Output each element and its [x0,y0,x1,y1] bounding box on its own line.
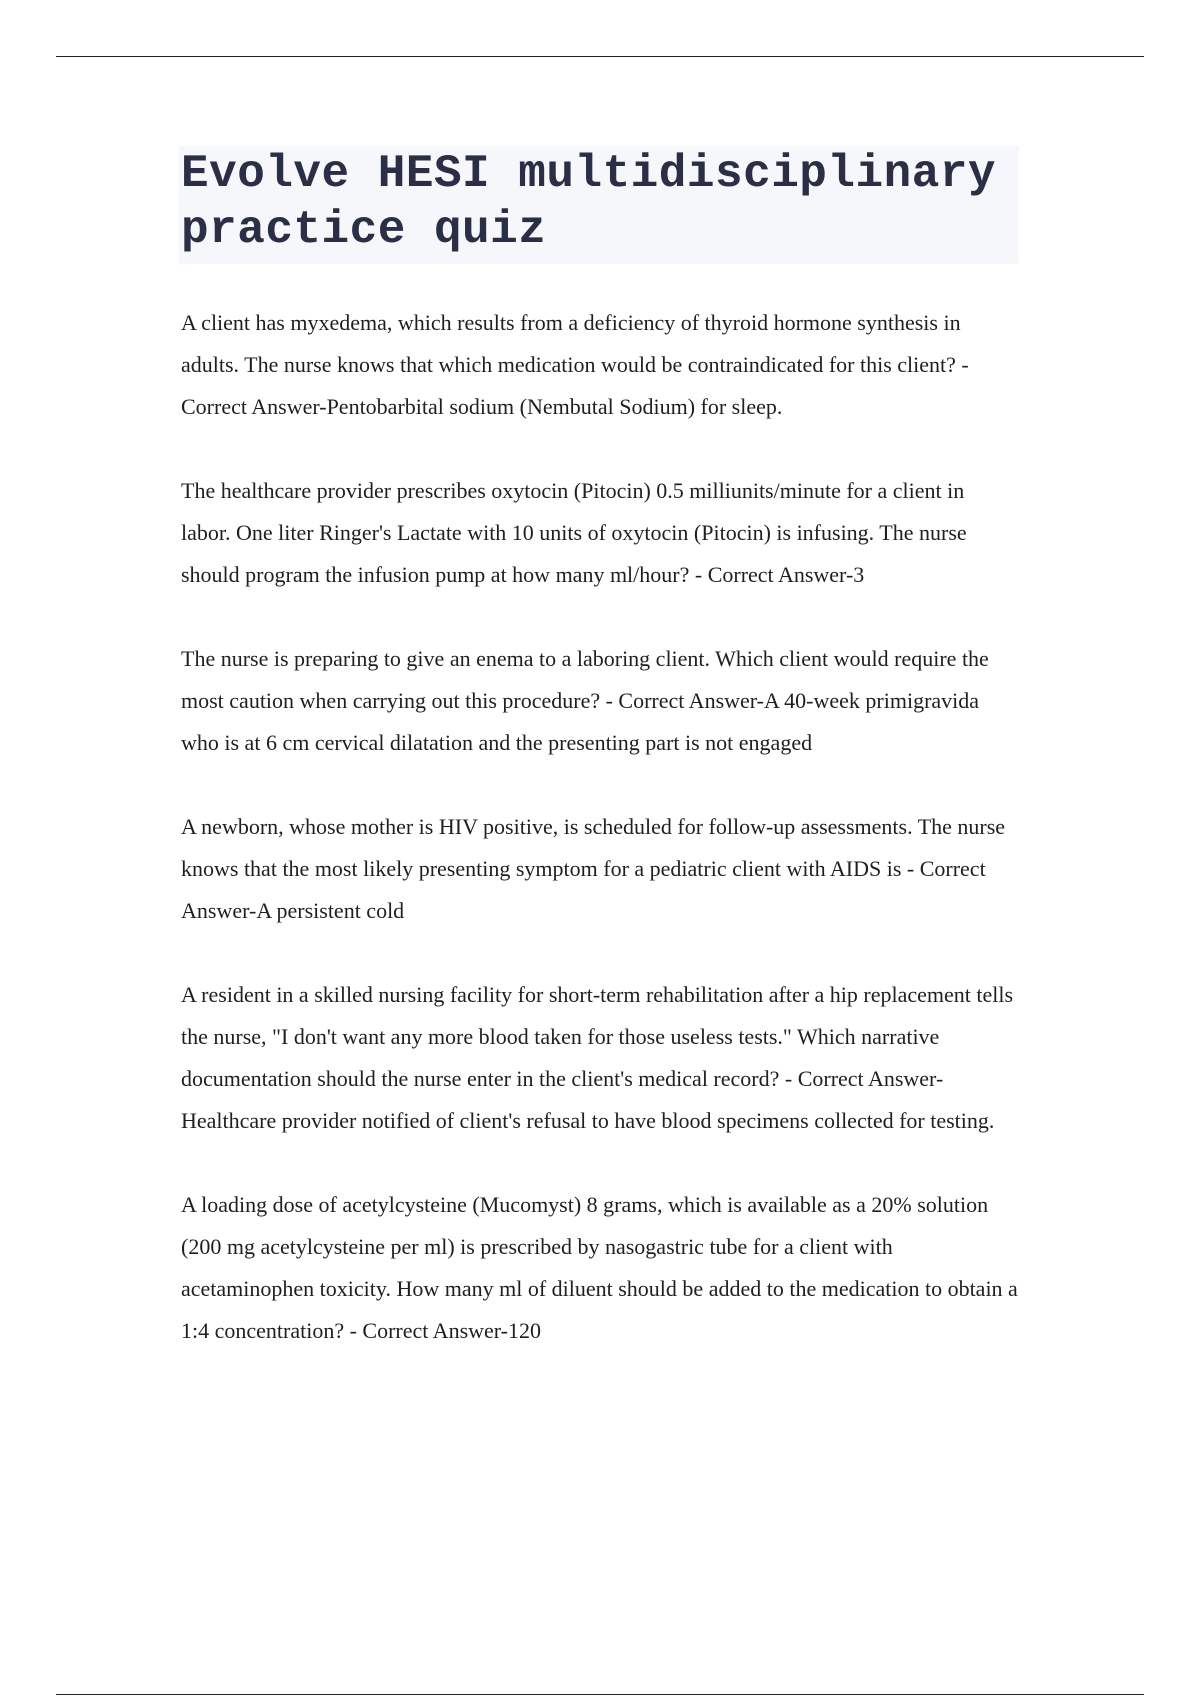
question-list [181,302,1019,1352]
question-item-5: A resident in a skilled nursing facility for short-term rehabilitation after a hip replacement tells the nurse, "I don't want any more blood taken for those useless tests." Which narrative documentation should the nurse enter in the client's medical record? - Correct Answer-Healthcare provider notified of client's refusal to have blood specimens collected for testing. [181,982,1014,1133]
question-item-2: The healthcare provider prescribes oxytocin (Pitocin) 0.5 milliunits/minute for a client in labor. One liter Ringer's Lactate with 10 units of oxytocin (Pitocin) is infusing. The nurse should program the infusion pump at how many ml/hour? - Correct Answer-3 [181,478,967,587]
bottom-rule [56,1694,1144,1695]
top-rule [56,56,1144,57]
question-item-3: The nurse is preparing to give an enema to a laboring client. Which client would require the most caution when carrying out this procedure? - Correct Answer-A 40-week primigravida who is at 6 cm cervical dilatation and the presenting part is not engaged [181,646,989,755]
title-block [179,146,1025,264]
document-title: Evolve HESI multidisciplinary practice quiz [181,148,1025,256]
question-item-4: A newborn, whose mother is HIV positive, is scheduled for follow-up assessments. The nurse knows that the most likely presenting symptom for a pediatric client with AIDS is - Correct Answer-A persistent cold [181,814,1006,923]
document-body [181,146,1025,1394]
question-item-6: A loading dose of acetylcysteine (Mucomyst) 8 grams, which is available as a 20% solution (200 mg acetylcysteine per ml) is prescribed by nasogastric tube for a client with acetaminophen toxicity. How many ml of diluent should be added to the medication to obtain a 1:4 concentration? - Correct Answer-120 [181,1192,1018,1343]
question-item-1: A client has myxedema, which results from a deficiency of thyroid hormone synthesis in adults. The nurse knows that which medication would be contraindicated for this client? - Correct Answer-Pentobarbital sodium (Nembutal Sodium) for sleep. [181,310,969,419]
